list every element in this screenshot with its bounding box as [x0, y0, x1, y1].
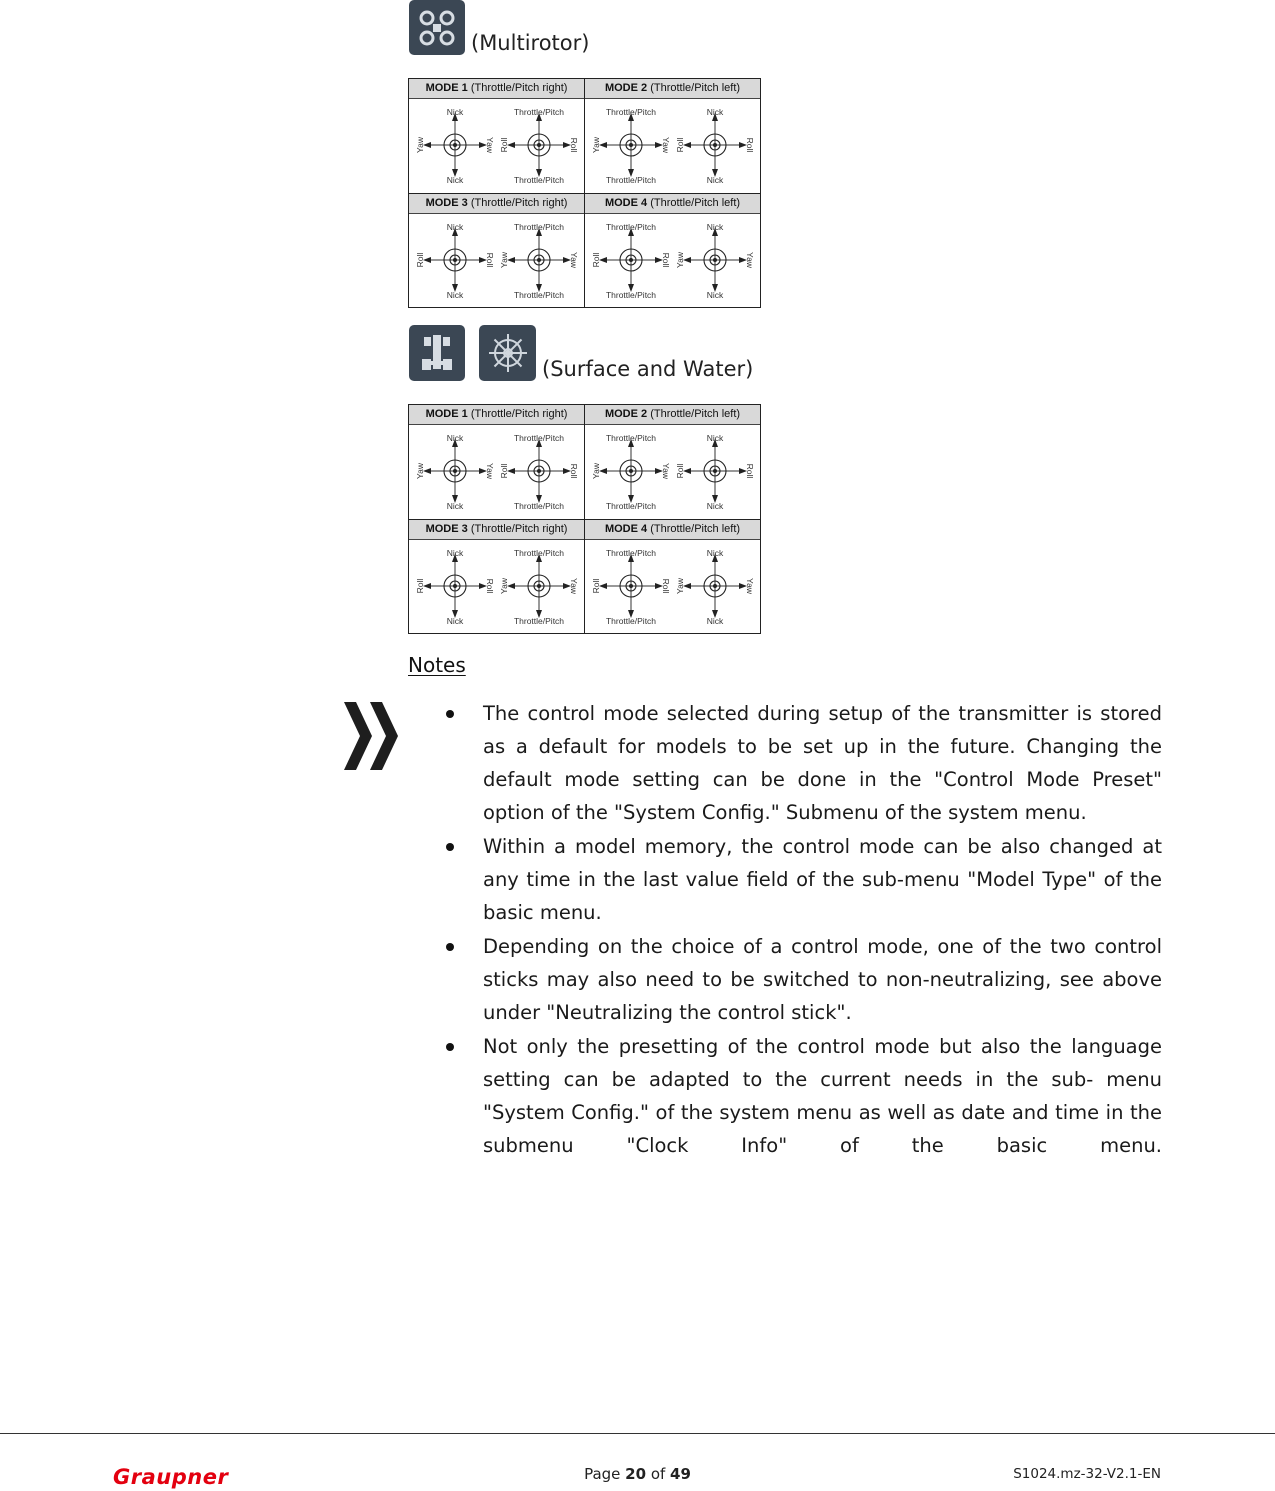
- mode-name: MODE 3: [425, 197, 468, 209]
- right-label-bottom: Nick: [706, 290, 724, 300]
- right-label-bottom: Nick: [706, 175, 724, 185]
- mode-stick-pair: [585, 539, 760, 634]
- right-label-top: Nick: [706, 222, 724, 232]
- mode-name: MODE 4: [604, 523, 648, 535]
- left-label-left: Yaw: [591, 137, 601, 153]
- left-label-right: Roll: [661, 252, 671, 268]
- left-label-left: Roll: [415, 578, 425, 594]
- mode-description: (Throttle/Pitch right): [470, 408, 568, 420]
- bullet-icon: [446, 710, 454, 718]
- right-stick-diagram: [499, 222, 579, 300]
- right-label-left: Roll: [499, 137, 509, 153]
- mode-name: MODE 1: [425, 82, 468, 94]
- control-mode-table-multirotor: [408, 78, 761, 308]
- double-chevron-icon: [342, 700, 404, 776]
- right-label-right: Yaw: [569, 578, 579, 594]
- left-label-left: Roll: [415, 252, 425, 268]
- left-label-top: Throttle/Pitch: [605, 222, 657, 232]
- mode-stick-pair: [409, 539, 584, 634]
- bullet-icon: [446, 1043, 454, 1051]
- right-stick-diagram: [675, 433, 755, 511]
- right-label-right: Roll: [569, 463, 579, 479]
- mode-cell: [585, 194, 760, 308]
- left-label-bottom: Throttle/Pitch: [605, 175, 657, 185]
- left-stick-diagram: [415, 548, 495, 626]
- right-stick-diagram: [499, 433, 579, 511]
- section-surface-water-header: [409, 325, 753, 381]
- right-label-right: Yaw: [569, 252, 579, 268]
- right-stick-diagram: [675, 222, 755, 300]
- left-label-right: Roll: [485, 578, 495, 594]
- right-stick-diagram: [675, 107, 755, 185]
- mode-cell: [409, 405, 585, 520]
- left-label-top: Nick: [446, 548, 464, 558]
- multirotor-icon: [409, 0, 465, 55]
- left-label-top: Throttle/Pitch: [605, 107, 657, 117]
- left-label-top: Throttle/Pitch: [605, 548, 657, 558]
- left-label-right: Yaw: [485, 137, 495, 153]
- right-label-top: Nick: [706, 433, 724, 443]
- right-label-right: Yaw: [745, 578, 755, 594]
- right-label-left: Roll: [675, 137, 685, 153]
- mode-description: (Throttle/Pitch right): [470, 82, 568, 94]
- mode-stick-pair: [409, 98, 584, 193]
- footer-divider: [0, 1433, 1275, 1434]
- mode-stick-pair: [585, 98, 760, 193]
- mode-cell: [585, 520, 760, 634]
- section-surface-water-title: (Surface and Water): [542, 357, 754, 381]
- section-multirotor-header: [409, 0, 589, 55]
- list-item: Depending on the choice of a control mode, one of the two control sticks may also need to be switched to non-neutralizing, see above under "Neutralizing the control stick".: [446, 930, 1162, 1029]
- mode-cell: [409, 79, 585, 194]
- right-label-top: Nick: [706, 548, 724, 558]
- right-label-left: Roll: [499, 463, 509, 479]
- right-label-top: Nick: [706, 107, 724, 117]
- right-label-right: Roll: [569, 137, 579, 153]
- notes-heading: Notes: [408, 653, 466, 677]
- left-stick-diagram: [591, 548, 671, 626]
- car-icon: [409, 325, 465, 381]
- right-label-left: Yaw: [675, 252, 685, 268]
- mode-description: (Throttle/Pitch left): [650, 523, 741, 535]
- left-label-right: Yaw: [485, 463, 495, 479]
- right-label-right: Roll: [745, 463, 755, 479]
- left-label-right: Roll: [661, 578, 671, 594]
- right-label-right: Yaw: [745, 252, 755, 268]
- mode-header: [409, 79, 584, 99]
- left-label-bottom: Throttle/Pitch: [605, 501, 657, 511]
- left-label-right: Roll: [485, 252, 495, 268]
- left-label-left: Roll: [591, 578, 601, 594]
- right-label-top: Throttle/Pitch: [513, 222, 565, 232]
- right-label-top: Throttle/Pitch: [513, 548, 565, 558]
- right-stick-diagram: [499, 548, 579, 626]
- mode-cell: [409, 520, 585, 634]
- left-stick-diagram: [591, 107, 671, 185]
- mode-header: [585, 194, 760, 214]
- left-label-top: Throttle/Pitch: [605, 433, 657, 443]
- left-label-bottom: Nick: [446, 175, 464, 185]
- right-label-left: Yaw: [675, 578, 685, 594]
- mode-stick-pair: [409, 213, 584, 308]
- mode-header: [585, 405, 760, 425]
- left-label-bottom: Throttle/Pitch: [605, 290, 657, 300]
- left-label-left: Yaw: [591, 463, 601, 479]
- mode-stick-pair: [585, 424, 760, 519]
- right-label-bottom: Throttle/Pitch: [513, 616, 565, 626]
- right-label-left: Yaw: [499, 578, 509, 594]
- list-item: Within a model memory, the control mode can be also changed at any time in the last value field of the sub-menu "Model Type" of the basic menu.: [446, 830, 1162, 929]
- section-multirotor-title: (Multirotor): [471, 31, 590, 55]
- left-label-left: Roll: [591, 252, 601, 268]
- notes-list: [446, 697, 1162, 1163]
- right-stick-diagram: [675, 548, 755, 626]
- right-label-left: Roll: [675, 463, 685, 479]
- right-label-top: Throttle/Pitch: [513, 433, 565, 443]
- left-label-right: Yaw: [661, 463, 671, 479]
- list-item: Not only the presetting of the control mode but also the language setting can be adapted to the current needs in the sub- menu "System Config." of the system menu as well as date and time in the submenu "Clock Info" of the basic menu.: [446, 1030, 1162, 1162]
- mode-description: (Throttle/Pitch right): [470, 197, 568, 209]
- left-label-bottom: Nick: [446, 290, 464, 300]
- mode-stick-pair: [409, 424, 584, 519]
- left-label-top: Nick: [446, 433, 464, 443]
- left-label-right: Yaw: [661, 137, 671, 153]
- mode-name: MODE 1: [425, 408, 468, 420]
- control-mode-table-surface-water: [408, 404, 761, 634]
- mode-cell: [409, 194, 585, 308]
- left-label-bottom: Nick: [446, 616, 464, 626]
- mode-stick-pair: [585, 213, 760, 308]
- left-label-bottom: Throttle/Pitch: [605, 616, 657, 626]
- right-label-top: Throttle/Pitch: [513, 107, 565, 117]
- ship-wheel-icon: [479, 325, 536, 381]
- brand-logo: Graupner: [113, 1465, 229, 1489]
- left-label-left: Yaw: [415, 463, 425, 479]
- right-label-right: Roll: [745, 137, 755, 153]
- mode-cell: [585, 405, 760, 520]
- mode-header: [409, 194, 584, 214]
- mode-cell: [585, 79, 760, 194]
- list-item: The control mode selected during setup of the transmitter is stored as a default for models to be set up in the future. Changing the default mode setting can be done in the "Control Mode Preset" option of the "System Config." Submenu of the system menu.: [446, 697, 1162, 829]
- mode-name: MODE 2: [604, 82, 648, 94]
- left-stick-diagram: [591, 222, 671, 300]
- left-label-bottom: Nick: [446, 501, 464, 511]
- left-label-top: Nick: [446, 107, 464, 117]
- mode-header: [409, 520, 584, 540]
- mode-header: [409, 405, 584, 425]
- mode-description: (Throttle/Pitch left): [650, 197, 741, 209]
- mode-header: [585, 520, 760, 540]
- left-stick-diagram: [415, 107, 495, 185]
- mode-header: [585, 79, 760, 99]
- right-label-bottom: Throttle/Pitch: [513, 175, 565, 185]
- document-reference: S1024.mz-32-V2.1-EN: [1013, 1466, 1161, 1482]
- right-stick-diagram: [499, 107, 579, 185]
- left-stick-diagram: [415, 222, 495, 300]
- mode-description: (Throttle/Pitch left): [650, 408, 741, 420]
- mode-name: MODE 3: [425, 523, 468, 535]
- left-label-left: Yaw: [415, 137, 425, 153]
- mode-description: (Throttle/Pitch left): [650, 82, 741, 94]
- bullet-icon: [446, 943, 454, 951]
- mode-name: MODE 2: [604, 408, 648, 420]
- left-label-top: Nick: [446, 222, 464, 232]
- right-label-bottom: Throttle/Pitch: [513, 290, 565, 300]
- page-number: Page 20 of 49: [584, 1465, 691, 1483]
- bullet-icon: [446, 843, 454, 851]
- right-label-bottom: Nick: [706, 501, 724, 511]
- mode-description: (Throttle/Pitch right): [470, 523, 568, 535]
- right-label-bottom: Throttle/Pitch: [513, 501, 565, 511]
- left-stick-diagram: [591, 433, 671, 511]
- left-stick-diagram: [415, 433, 495, 511]
- mode-name: MODE 4: [604, 197, 648, 209]
- right-label-bottom: Nick: [706, 616, 724, 626]
- right-label-left: Yaw: [499, 252, 509, 268]
